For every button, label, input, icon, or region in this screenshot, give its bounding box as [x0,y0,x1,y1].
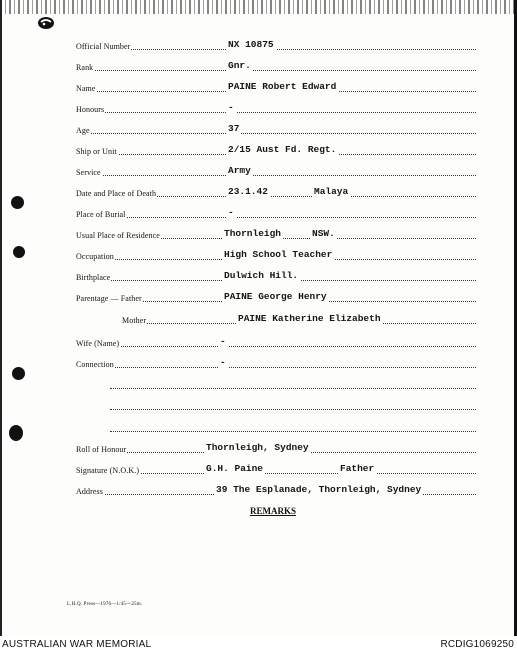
field-mother [0,314,517,332]
field-label: Rank [76,63,94,72]
mother-value: PAINE Katherine Elizabeth [238,313,381,324]
awm-stamp-icon [36,16,56,30]
death-place-value: Malaya [314,186,349,197]
field-label: Wife (Name) [76,339,120,348]
field-label: Occupation [76,252,114,261]
unit-value: 2/15 Aust Fd. Regt. [228,144,337,155]
field-usual-residence [0,229,517,247]
death-date-value: 23.1.42 [228,186,268,197]
field-name [0,82,517,100]
wife-value: - [220,336,226,347]
birthplace-value: Dulwich Hill. [224,270,299,281]
age-value: 37 [228,123,240,134]
field-occupation [0,250,517,268]
field-service [0,166,517,184]
rank-value: Gnr. [228,60,251,71]
print-code: L.H.Q. Press—1976—1/45—25m. [67,602,143,607]
signature-name-value: G.H. Paine [206,463,264,474]
field-label: Connection [76,360,114,369]
occupation-value: High School Teacher [224,249,333,260]
footer-source: AUSTRALIAN WAR MEMORIAL [2,639,152,650]
field-wife [0,337,517,355]
honours-value: - [228,102,234,113]
field-birthplace [0,271,517,289]
field-roll-of-honour [0,443,517,461]
field-signature [0,464,517,482]
field-address [0,485,517,503]
field-rank [0,61,517,79]
field-official-number [0,40,517,58]
field-label: Parentage — Father [76,294,142,303]
field-label: Mother [122,316,147,325]
official-number-value: NX 10875 [228,39,274,50]
residence-state-value: NSW. [312,228,335,239]
field-date-place-death [0,187,517,205]
remarks-heading: REMARKS [250,506,297,516]
blank-line [110,431,476,432]
field-label: Place of Burial [76,210,126,219]
field-label: Address [76,487,103,496]
field-label: Signature (N.O.K.) [76,466,140,475]
field-label: Ship or Unit [76,147,117,156]
service-value: Army [228,165,251,176]
field-connection [0,358,517,376]
field-ship-or-unit [0,145,517,163]
field-label: Service [76,168,101,177]
field-label: Age [76,126,90,135]
burial-value: - [228,207,234,218]
name-value: PAINE Robert Edward [228,81,337,92]
signature-relation-value: Father [340,463,375,474]
blank-line [110,388,476,389]
field-label: Birthplace [76,273,111,282]
field-age [0,124,517,142]
field-label: Name [76,84,96,93]
field-parentage-father [0,292,517,310]
footer-bar [0,636,517,653]
field-honours [0,103,517,121]
field-label: Honours [76,105,105,114]
field-label: Date and Place of Death [76,189,157,198]
father-value: PAINE George Henry [224,291,327,302]
punch-hole-icon [9,425,23,441]
field-place-of-burial [0,208,517,226]
footer-record-id: RCDIG1069250 [440,639,514,650]
residence-town-value: Thornleigh [224,228,282,239]
address-value: 39 The Esplanade, Thornleigh, Sydney [216,484,422,495]
field-label: Official Number [76,42,131,51]
connection-value: - [220,357,226,368]
scan-edge [0,0,517,14]
roll-of-honour-value: Thornleigh, Sydney [206,442,309,453]
field-label: Roll of Honour [76,445,127,454]
field-label: Usual Place of Residence [76,231,160,240]
blank-line [110,409,476,410]
